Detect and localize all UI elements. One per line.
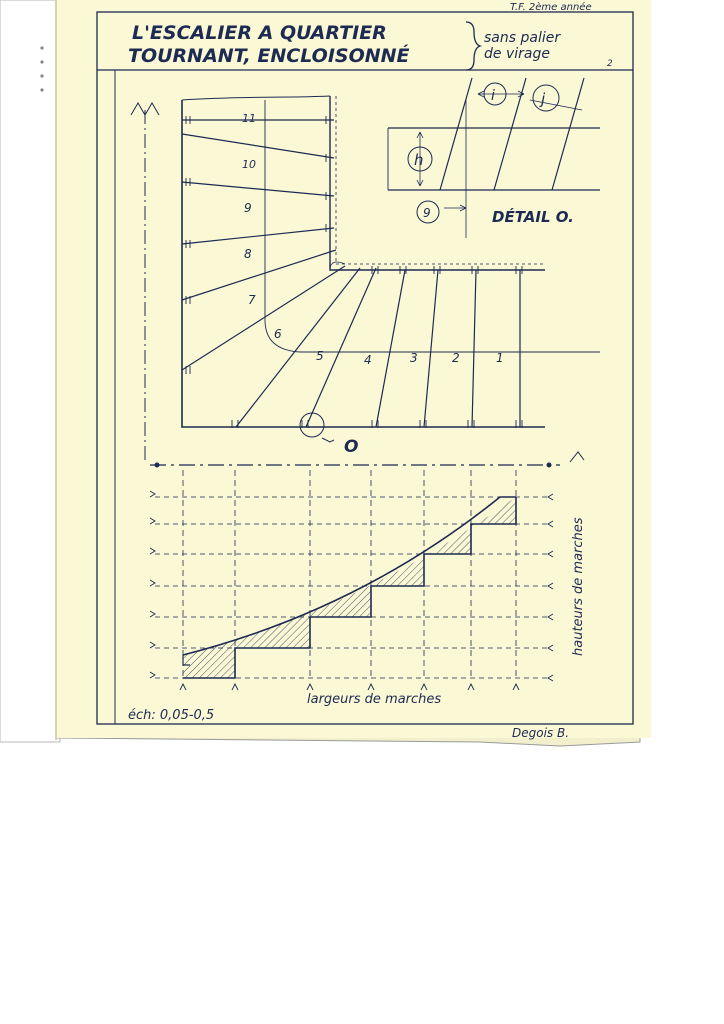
development-xlabel: largeurs de marches [307,692,442,707]
step-number: 3 [410,351,418,365]
step-number: 7 [248,293,256,307]
step-number: 4 [364,353,372,367]
detail-marker-label: O [344,437,359,457]
detail-title: DÉTAIL O. [492,208,574,226]
detail-label-h: h [414,151,424,169]
step-number: 2 [452,351,460,365]
sheet-number: 2 [607,59,613,69]
step-number: 8 [244,247,252,261]
development-ylabel: hauteurs de marches [571,517,586,656]
author-label: Degois B. [512,726,570,740]
detail-label-j: j [541,90,546,108]
title-line-2: TOURNANT, ENCLOISONNÉ [128,45,410,67]
detail-label-i: i [491,88,495,104]
step-number: 5 [316,349,324,363]
step-number: 11 [242,112,256,125]
title-line-1: L'ESCALIER A QUARTIER [132,22,387,44]
step-number: 9 [244,201,252,215]
step-number: 10 [242,158,256,171]
subtitle-line-2: de virage [484,46,550,62]
step-number: 1 [496,351,504,365]
white-page-edge [0,0,60,742]
subtitle-line-1: sans palier [484,30,561,46]
course-label: T.F. 2ème année [510,2,592,13]
step-number: 6 [274,327,282,341]
detail-label-step: 9 [423,206,431,220]
scale-label: éch: 0,05-0,5 [128,708,215,723]
